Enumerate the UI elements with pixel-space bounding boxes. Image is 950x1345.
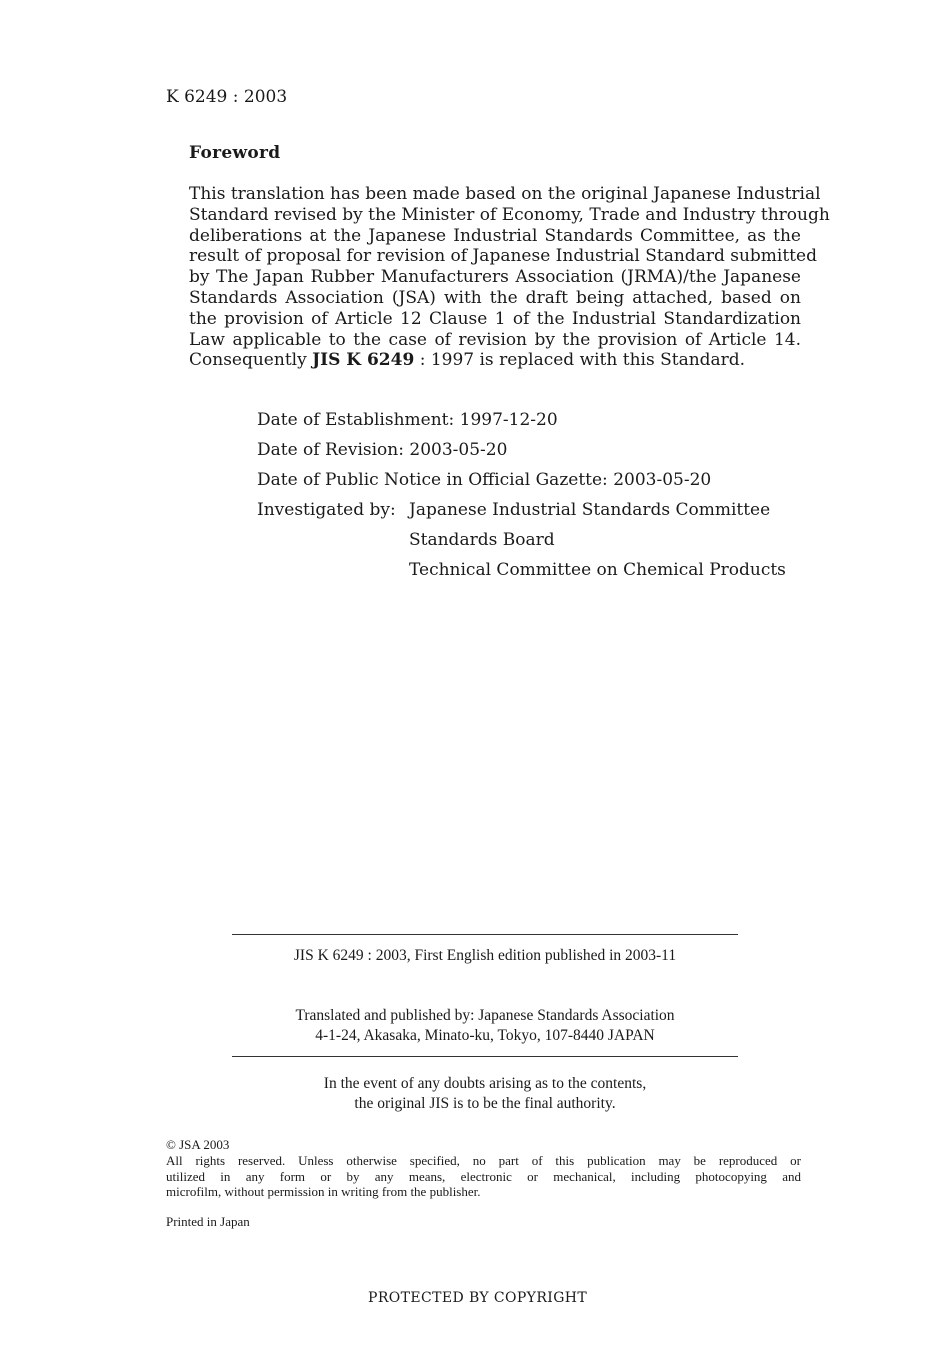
publisher-address: 4-1-24, Akasaka, Minato-ku, Tokyo, 107-8440 JAPAN <box>315 1027 655 1044</box>
foreword-line: Standards Association (JSA) with the draft being attached, based on <box>189 287 801 308</box>
investigated-technical-committee: Technical Committee on Chemical Products <box>409 560 786 580</box>
foreword-last-suffix: : 1997 is replaced with this Standard. <box>414 350 746 371</box>
gazette-date: 2003-05-20 <box>613 470 712 490</box>
investigated-board: Standards Board <box>409 530 555 550</box>
revision-label: Date of Revision: <box>257 440 404 460</box>
revision-date: 2003-05-20 <box>409 440 508 460</box>
foreword-line: result of proposal for revision of Japanese Industrial Standard submitted <box>189 246 817 267</box>
edition-statement: JIS K 6249 : 2003, First English edition published in 2003-11 <box>293 947 677 964</box>
printed-in: Printed in Japan <box>166 1214 250 1229</box>
divider-bottom <box>232 1056 738 1057</box>
gazette-row <box>257 469 786 499</box>
rights-line: microfilm, without permission in writing from the publisher. <box>166 1184 481 1199</box>
foreword-line: the provision of Article 12 Clause 1 of the Industrial Standardization <box>189 308 801 329</box>
foreword-line: by The Japan Rubber Manufacturers Association (JRMA)/the Japanese <box>189 267 801 288</box>
investigated-row <box>257 499 786 529</box>
copyright-notice: © JSA 2003 <box>166 1137 230 1152</box>
investigated-committee: Japanese Industrial Standards Committee <box>409 500 771 520</box>
foreword-line: Law applicable to the case of revision by the provision of Article 14. <box>189 329 801 350</box>
foreword-line: This translation has been made based on the original Japanese Industrial <box>189 184 821 204</box>
gazette-label: Date of Public Notice in Official Gazette: <box>257 470 608 490</box>
divider-top <box>232 934 738 935</box>
protected-by-copyright-watermark: PROTECTED BY COPYRIGHT <box>368 1290 588 1306</box>
investigated-row <box>257 529 786 559</box>
publisher-line: Translated and published by: Japanese Standards Association <box>295 1007 675 1024</box>
document-id: K 6249 : 2003 <box>166 87 288 107</box>
rights-statement <box>166 1153 801 1200</box>
investigated-label: Investigated by: <box>257 500 396 520</box>
dates-block <box>257 409 786 589</box>
rights-line: utilized in any form or by any means, electronic or mechanical, including photocopying and <box>166 1168 801 1184</box>
foreword-last-prefix: Consequently <box>189 350 313 371</box>
standard-reference: JIS K 6249 <box>312 350 415 371</box>
doubts-line: In the event of any doubts arising as to the contents, <box>323 1075 647 1092</box>
foreword-heading: Foreword <box>189 143 281 163</box>
authority-line: the original JIS is to be the final authority. <box>354 1095 616 1112</box>
establishment-label: Date of Establishment: <box>257 410 455 430</box>
establishment-date: 1997-12-20 <box>459 410 558 430</box>
foreword-line: Standard revised by the Minister of Economy, Trade and Industry through <box>189 204 830 225</box>
foreword-line: deliberations at the Japanese Industrial Standards Committee, as the <box>189 225 801 246</box>
foreword-paragraph <box>189 184 830 371</box>
investigated-row <box>257 559 786 589</box>
rights-line: All rights reserved. Unless otherwise specified, no part of this publication may be reproduced or <box>166 1153 801 1168</box>
revision-row <box>257 439 786 469</box>
establishment-row <box>257 409 786 439</box>
foreword-last-line <box>189 350 801 371</box>
